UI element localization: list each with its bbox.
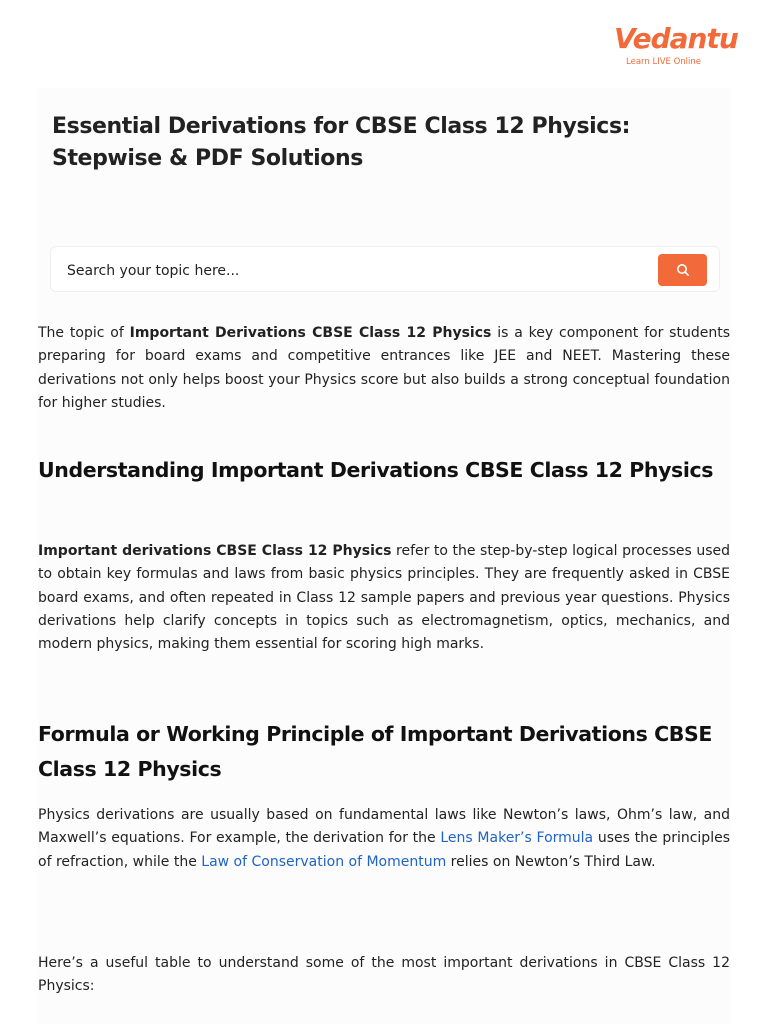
section-heading-formula: Formula or Working Principle of Important Derivations CBSE Class 12 Physics (38, 722, 712, 781)
intro-text-after: is a key component for students preparing for board exams and competitive entrances like JEE and NEET. Mastering these derivations not only helps boost your Physics score but also builds a strong conceptual foundation for higher studies. (38, 325, 730, 411)
table-intro-paragraph: Here’s a useful table to understand some of the most important derivations in CBSE Class 12 Physics: (38, 955, 730, 995)
formula-text-2: uses the principles of refraction, while the (38, 830, 730, 870)
logo-wordmark: Vedantu (614, 22, 738, 55)
understanding-bold-term: Important derivations CBSE Class 12 Physics (38, 543, 392, 559)
search-icon (676, 263, 690, 277)
search-input[interactable] (65, 256, 649, 286)
formula-paragraph (38, 804, 730, 874)
understanding-text: refer to the step-by-step logical processes used to obtain key formulas and laws from basic physics principles. They are frequently asked in CBSE board exams, and often repeated in Class 12 sample papers and previous year questions. Physics derivations help clarify concepts in topics such as electromagnetism, optics, mechanics, and modern physics, making them essential for scoring high marks. (38, 543, 730, 653)
page-title: Essential Derivations for CBSE Class 12 Physics: Stepwise & PDF Solutions (52, 114, 631, 171)
formula-text-1: Physics derivations are usually based on fundamental laws like Newton’s laws, Ohm’s law, and Maxwell’s equations. For example, the derivation for the (38, 807, 730, 847)
search-button[interactable] (658, 254, 707, 286)
vedantu-logo[interactable] (614, 22, 738, 70)
intro-paragraph (38, 322, 730, 415)
intro-bold-term: Important Derivations CBSE Class 12 Physics (129, 325, 492, 341)
logo-tagline: Learn LIVE Online (626, 57, 702, 67)
lens-makers-formula-link[interactable]: Lens Maker’s Formula (440, 830, 594, 847)
formula-text-3: relies on Newton’s Third Law. (446, 853, 656, 870)
conservation-of-momentum-link[interactable]: Law of Conservation of Momentum (201, 853, 447, 870)
section-heading-understanding: Understanding Important Derivations CBSE Class 12 Physics (38, 458, 714, 482)
understanding-paragraph (38, 540, 730, 656)
search-bar (50, 246, 720, 292)
intro-text-before: The topic of (38, 325, 130, 341)
